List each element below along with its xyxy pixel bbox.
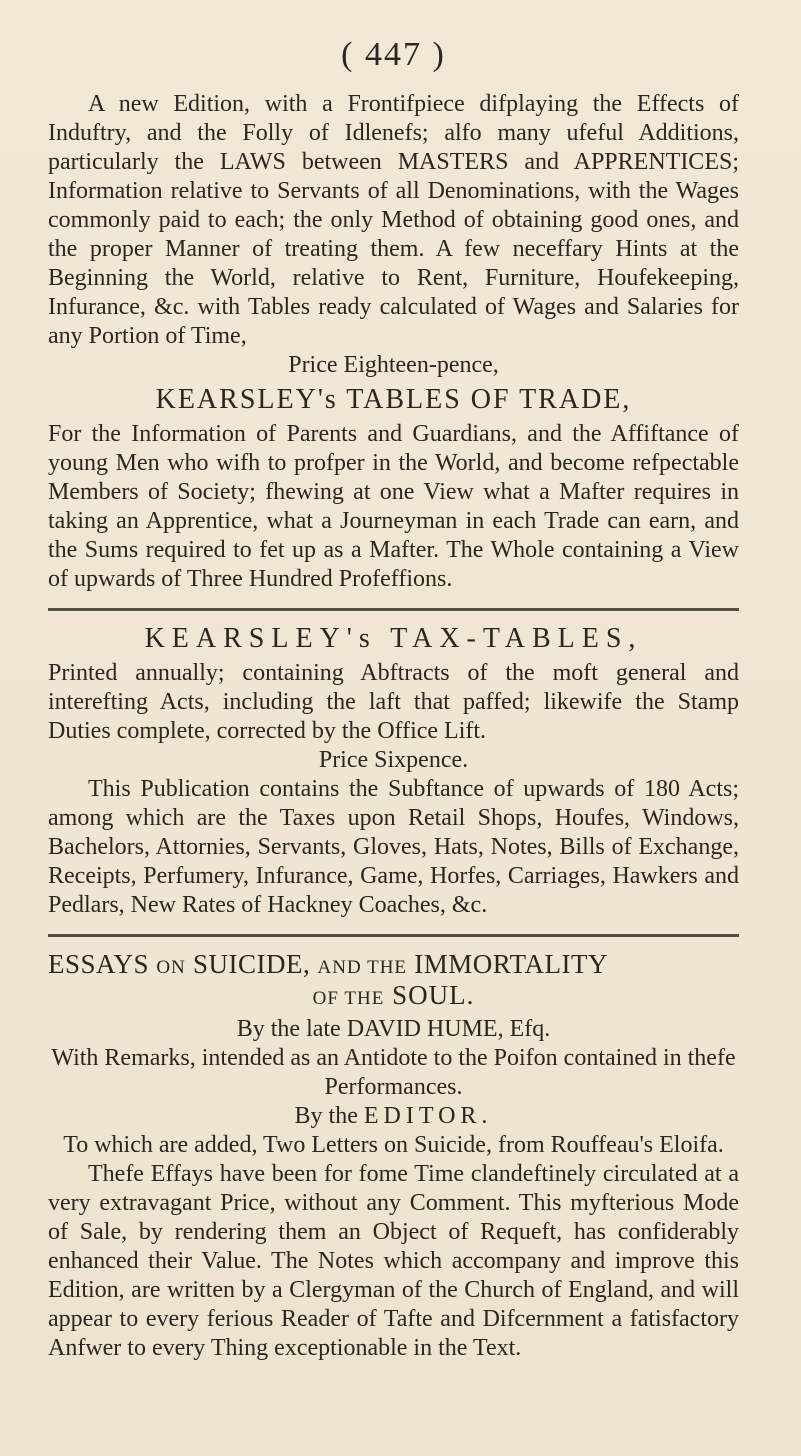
editor-label: EDITOR. <box>363 1103 493 1129</box>
divider-rule-2 <box>48 934 739 937</box>
essays-title-on: ON <box>156 957 186 978</box>
essays-title-of-the: OF THE <box>312 988 385 1009</box>
editor-by: By the <box>294 1103 358 1129</box>
essays-remarks: With Remarks, intended as an Antidote to the Poifon contained in thefe Performances. <box>51 1045 736 1100</box>
essays-title <box>48 949 739 980</box>
page-number: ( 447 ) <box>341 36 446 73</box>
tax-tables-title: KEARSLEY's TAX-TABLES, <box>144 623 643 654</box>
tax-tables-description: Printed annually; containing Abftracts of the moft general and interefting Acts, including the laft that paffed; likewife the Stamp Duties complete, corrected by the Office Lift. <box>48 660 739 744</box>
essays-title-word: ESSAYS <box>48 949 150 979</box>
essays-editor-line <box>48 1102 739 1131</box>
essays-title-immortality: IMMORTALITY <box>414 949 608 979</box>
essays-title-and-the: AND THE <box>317 957 408 978</box>
essays-title-line-2 <box>48 980 739 1011</box>
essays-description: Thefe Effays have been for fome Time clandeftinely circulated at a very extravagant Price, without any Comment. This myfterious Mode of Sale, by rendering them an Object of Requeft, has confiderably enhanced their Value. The Notes which accompany and improve this Edition, are written by a Clergyman of the Church of England, and will appear to every ferious Reader of Tafte and Difcernment a fatisfactory Anfwer to every Thing exceptionable in the Text. <box>48 1161 739 1361</box>
divider-rule-1 <box>48 608 739 611</box>
tables-of-trade-description: For the Information of Parents and Guardians, and the Affiftance of young Men who wifh to profper in the World, and become refpectable Members of Society; fhewing at one View what a Mafter requires in taking an Apprentice, what a Journeyman in each Trade can earn, and the Sums required to fet up as a Mafter. The Whole containing a View of upwards of Three Hundred Profeffions. <box>48 421 739 592</box>
tax-tables-contents: This Publication contains the Subftance of upwards of 180 Acts; among which are the Taxes upon Retail Shops, Houfes, Windows, Bachelors, Attornies, Servants, Gloves, Hats, Notes, Bills of Exchange, Receipts, Perfumery, Infurance, Game, Horfes, Carriages, Hawkers and Pedlars, New Rates of Hackney Coaches, &c. <box>48 776 739 918</box>
essays-title-suicide: SUICIDE, <box>193 949 311 979</box>
edition-description: A new Edition, with a Frontifpiece difplaying the Effects of Induftry, and the Folly of Idlenefs; alfo many ufeful Additions, particularly the LAWS between MASTERS and APPRENTICES; Information relative to Servants of all Denominations, with the Wages commonly paid to each; the only Method of obtaining good ones, and the proper Manner of treating them. A few neceffary Hints at the Beginning the World, relative to Rent, Furniture, Houfekeeping, Infurance, &c. with Tables ready calculated of Wages and Salaries for any Portion of Time, <box>48 91 739 349</box>
price-eighteen-pence: Price Eighteen-pence, <box>288 352 499 378</box>
essays-title-soul: SOUL. <box>392 980 475 1010</box>
price-sixpence: Price Sixpence. <box>318 747 469 773</box>
essays-author: By the late DAVID HUME, Efq. <box>236 1016 551 1042</box>
essays-added: To which are added, Two Letters on Suicide, from Rouffeau's Eloifa. <box>63 1132 724 1158</box>
tables-of-trade-title: KEARSLEY's TABLES OF TRADE, <box>155 384 632 415</box>
